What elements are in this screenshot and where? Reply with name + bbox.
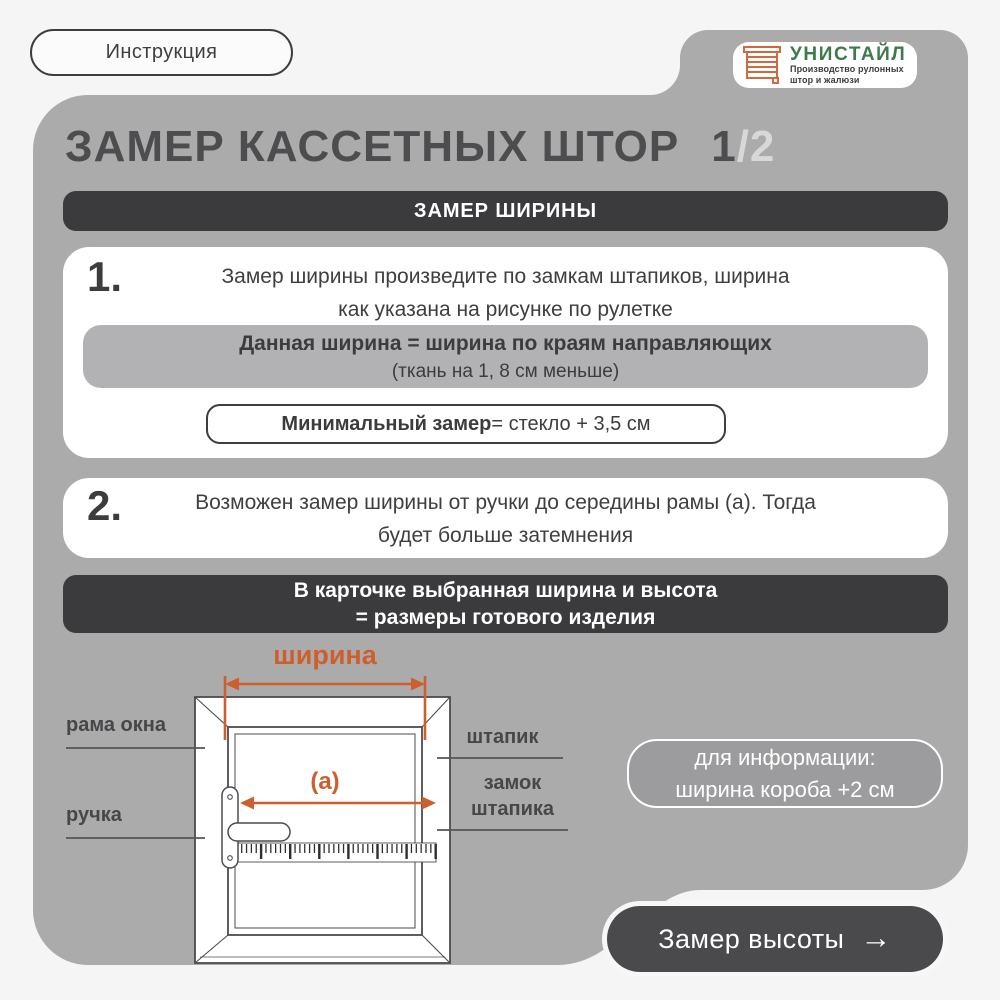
bead-label: штапик [466, 726, 539, 748]
step-2-number: 2. [87, 482, 123, 529]
next-step-label: Замер высоты [658, 923, 845, 954]
step-1-number: 1. [87, 253, 123, 300]
step-2-card [63, 478, 948, 558]
brand-tagline: Производство рулонных штор и жалюзи [790, 64, 904, 85]
window-diagram [0, 640, 600, 1000]
brand-logo [733, 42, 917, 88]
step-1-text: Замер ширины произведите по замкам штапиков, ширина как указана на рисунке по рулетке [221, 265, 790, 321]
handle-label: ручка [66, 804, 122, 826]
min-measure-box: Минимальный замер = стекло + 3,5 см [206, 404, 726, 444]
frame-label: рама окна [66, 714, 166, 736]
brand-name: УНИСТАЙЛ [790, 44, 907, 65]
width-dimension-label: ширина [273, 640, 377, 670]
tape-ruler [230, 843, 436, 862]
a-dimension-label: (a) [310, 768, 340, 795]
next-step-button[interactable] [607, 906, 943, 972]
bead-lock-label: замок штапика [470, 772, 555, 820]
arrow-right-icon: → [860, 920, 892, 955]
page-title [65, 121, 945, 173]
info-box: для информации: ширина короба +2 см [627, 739, 943, 808]
instruction-chip-label: Инструкция [105, 41, 218, 63]
blinds-icon [743, 46, 783, 84]
width-section-header: ЗАМЕР ШИРИНЫ [63, 191, 948, 231]
step-1-card [63, 247, 948, 458]
instruction-chip[interactable] [30, 29, 293, 76]
width-highlight-box: Данная ширина = ширина по краям направляющих (ткань на 1, 8 см меньше) [83, 325, 928, 388]
product-size-note-bar: В карточке выбранная ширина и высота = размеры готового изделия [63, 575, 948, 633]
page-title-text: ЗАМЕР КАССЕТНЫХ ШТОР [65, 122, 680, 171]
page-indicator: 1/2 [711, 122, 776, 171]
step-2-text: Возможен замер ширины от ручки до середины рамы (а). Тогда будет больше затемнения [195, 491, 816, 547]
